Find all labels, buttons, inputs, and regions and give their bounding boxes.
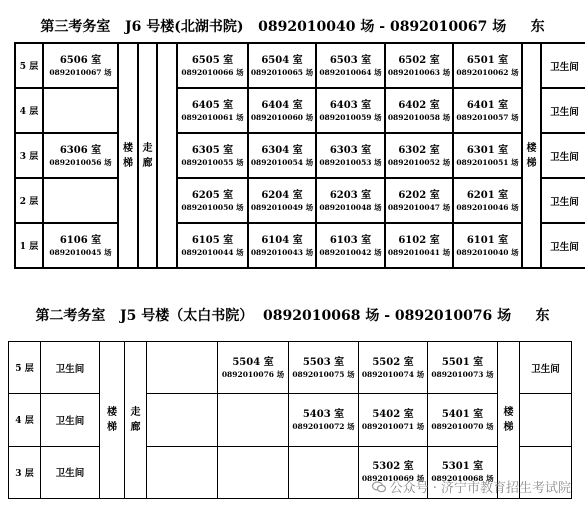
room-number: 6303 室 <box>329 144 372 156</box>
room-number: 5402 室 <box>372 408 414 420</box>
classroom <box>453 223 522 268</box>
floor-row <box>15 178 585 223</box>
classroom <box>453 178 522 223</box>
classroom <box>316 88 385 133</box>
classroom <box>385 178 453 223</box>
classroom <box>453 43 522 88</box>
classroom <box>218 394 289 446</box>
classroom <box>177 133 248 178</box>
exam-site-number: 0892010057 场 <box>456 112 519 122</box>
exam-site-number: 0892010076 场 <box>221 369 285 379</box>
exam-site-number: 0892010065 场 <box>250 67 314 77</box>
classroom <box>359 342 428 394</box>
classroom <box>177 178 248 223</box>
restroom-east: 卫生间 <box>520 342 572 394</box>
exam-site-number: 0892010050 场 <box>181 202 244 212</box>
floor-label: 2 层 <box>15 178 43 223</box>
exam-site-number: 0892010052 场 <box>387 157 451 167</box>
room-number: 6306 室 <box>59 144 102 156</box>
classroom <box>177 223 248 268</box>
classroom <box>289 446 359 498</box>
exam-site-number: 0892010040 场 <box>456 247 519 257</box>
exam-site-number: 0892010066 场 <box>181 67 244 77</box>
classroom <box>218 342 289 394</box>
corridor <box>138 43 157 268</box>
exam-site-number: 0892010045 场 <box>49 247 112 257</box>
room-number: 6504 室 <box>261 54 303 66</box>
floor-row <box>9 342 572 394</box>
building-j5-floor-plan <box>8 341 572 499</box>
classroom <box>218 446 289 498</box>
exam-site-number: 0892010063 场 <box>387 67 451 77</box>
stairs-west-char: 梯 <box>107 422 117 433</box>
exam-site-number: 0892010054 场 <box>250 157 314 167</box>
classroom <box>316 178 385 223</box>
exam-site-number: 0892010055 场 <box>181 157 244 167</box>
room-number: 6401 室 <box>466 99 509 111</box>
exam-site-number: 0892010074 场 <box>361 369 425 379</box>
room-number: 6505 室 <box>191 54 234 66</box>
classroom <box>359 394 428 446</box>
classroom <box>316 133 385 178</box>
classroom <box>248 88 316 133</box>
classroom-west <box>43 43 118 88</box>
exam-site-number: 0892010051 场 <box>456 157 519 167</box>
exam-site-number: 0892010071 场 <box>361 421 425 431</box>
floor-row <box>15 133 585 178</box>
restroom-west: 卫生间 <box>41 446 100 498</box>
room-number: 6106 室 <box>59 234 102 246</box>
building-j5-title: 第二考务室 J5 号楼（太白书院） 0892010068 场 - 0892010076 场 东 <box>35 308 550 324</box>
classroom <box>385 88 453 133</box>
classroom <box>177 43 248 88</box>
exam-site-number: 0892010062 场 <box>456 67 519 77</box>
corridor-char: 廊 <box>142 157 153 169</box>
classroom <box>385 223 453 268</box>
floor-label: 3 层 <box>15 133 43 178</box>
floor-row <box>15 43 585 88</box>
stairs-west <box>100 342 125 499</box>
watermark <box>372 477 571 496</box>
room-number: 6203 室 <box>329 189 372 201</box>
classroom-west <box>43 178 118 223</box>
stairs-west <box>118 43 138 268</box>
blank-column <box>157 43 177 268</box>
classroom <box>289 342 359 394</box>
restroom: 卫生间 <box>541 43 585 88</box>
stairs-west-char: 楼 <box>107 407 117 418</box>
building-j6-title: 第三考务室 J6 号楼(北湖书院) 0892010040 场 - 0892010067 场 东 <box>40 19 545 35</box>
room-number: 6205 室 <box>191 189 234 201</box>
floor-row <box>15 223 585 268</box>
room-number: 6103 室 <box>329 234 372 246</box>
room-number: 6202 室 <box>398 189 440 201</box>
exam-site-number: 0892010068 场 <box>431 474 494 484</box>
classroom <box>453 88 522 133</box>
room-number: 6502 室 <box>398 54 440 66</box>
classroom <box>428 394 498 446</box>
classroom <box>453 133 522 178</box>
classroom <box>316 43 385 88</box>
room-number: 6302 室 <box>398 144 440 156</box>
exam-site-number: 0892010053 场 <box>319 157 382 167</box>
floor-label: 4 层 <box>15 88 43 133</box>
exam-site-number: 0892010075 场 <box>292 369 355 379</box>
classroom <box>248 43 316 88</box>
exam-site-number: 0892010046 场 <box>456 202 519 212</box>
room-number: 5403 室 <box>302 408 345 420</box>
floor-row <box>9 394 572 446</box>
stairs-east-char: 楼 <box>526 142 537 154</box>
exam-site-number: 0892010073 场 <box>431 369 494 379</box>
building-j6-floor-plan <box>14 42 585 269</box>
room-number: 6403 室 <box>329 99 372 111</box>
corridor <box>125 342 147 499</box>
exam-site-number: 0892010064 场 <box>319 67 382 77</box>
exam-site-number: 0892010067 场 <box>49 67 112 77</box>
stairs-east-char: 梯 <box>526 157 537 169</box>
room-number: 6506 室 <box>59 54 102 66</box>
floor-label: 5 层 <box>15 43 43 88</box>
exam-site-number: 0892010072 场 <box>292 421 355 431</box>
room-number: 6501 室 <box>466 54 509 66</box>
room-number: 6503 室 <box>329 54 372 66</box>
classroom <box>316 223 385 268</box>
room-number: 6404 室 <box>261 99 303 111</box>
classroom <box>248 133 316 178</box>
exam-site-number: 0892010048 场 <box>319 202 382 212</box>
blank-room-east <box>520 394 572 446</box>
exam-site-number: 0892010060 场 <box>250 112 314 122</box>
classroom-west <box>43 223 118 268</box>
stairs-west-char: 楼 <box>123 142 133 154</box>
stairs-east <box>522 43 541 268</box>
floor-label: 1 层 <box>15 223 43 268</box>
room-number: 5401 室 <box>441 408 484 420</box>
room-number: 5301 室 <box>441 461 484 473</box>
room-number: 6104 室 <box>261 234 303 246</box>
room-number: 6301 室 <box>466 144 509 156</box>
classroom <box>248 223 316 268</box>
exam-site-number: 0892010059 场 <box>319 112 382 122</box>
classroom <box>177 88 248 133</box>
room-number: 6304 室 <box>261 144 303 156</box>
stairs-east-char: 梯 <box>503 422 514 433</box>
restroom: 卫生间 <box>541 133 585 178</box>
restroom-west: 卫生间 <box>41 394 100 446</box>
corridor-char: 走 <box>142 142 153 154</box>
restroom-west: 卫生间 <box>41 342 100 394</box>
floor-row <box>15 88 585 133</box>
restroom: 卫生间 <box>541 88 585 133</box>
stairs-east <box>498 342 520 499</box>
room-number: 6105 室 <box>191 234 234 246</box>
floor-label: 3 层 <box>9 446 41 498</box>
floor-label: 5 层 <box>9 342 41 394</box>
exam-site-number: 0892010043 场 <box>250 247 314 257</box>
classroom-west <box>43 88 118 133</box>
exam-site-number: 0892010041 场 <box>387 247 451 257</box>
room-number: 5503 室 <box>302 356 345 368</box>
corridor-char: 走 <box>130 407 141 418</box>
room-number: 6402 室 <box>398 99 440 111</box>
room-number: 6102 室 <box>398 234 440 246</box>
classroom <box>428 342 498 394</box>
stairs-west-char: 梯 <box>123 157 133 169</box>
blank-room <box>147 342 218 394</box>
exam-site-number: 0892010056 场 <box>49 157 112 167</box>
floor-label: 4 层 <box>9 394 41 446</box>
exam-site-number: 0892010047 场 <box>387 202 451 212</box>
watermark-text: 公众号 · 济宁市教育招生考试院 <box>389 481 571 496</box>
classroom <box>385 133 453 178</box>
blank-room <box>147 446 218 498</box>
room-number: 6305 室 <box>191 144 234 156</box>
corridor-char: 廊 <box>130 422 141 433</box>
wechat-icon <box>372 481 386 493</box>
room-number: 5504 室 <box>232 356 274 368</box>
classroom <box>385 43 453 88</box>
room-number: 6405 室 <box>191 99 234 111</box>
exam-site-number: 0892010058 场 <box>387 112 451 122</box>
exam-site-number: 0892010044 场 <box>181 247 244 257</box>
room-number: 5302 室 <box>372 461 414 473</box>
exam-site-number: 0892010042 场 <box>319 247 382 257</box>
room-number: 5502 室 <box>372 356 414 368</box>
blank-room <box>147 394 218 446</box>
room-number: 6201 室 <box>466 189 509 201</box>
restroom: 卫生间 <box>541 178 585 223</box>
room-number: 6101 室 <box>466 234 509 246</box>
exam-site-number: 0892010070 场 <box>431 421 494 431</box>
exam-site-number: 0892010049 场 <box>250 202 314 212</box>
classroom <box>248 178 316 223</box>
restroom: 卫生间 <box>541 223 585 268</box>
exam-site-number: 0892010061 场 <box>181 112 244 122</box>
room-number: 6204 室 <box>261 189 303 201</box>
stairs-east-char: 楼 <box>503 407 514 418</box>
classroom-west <box>43 133 118 178</box>
room-number: 5501 室 <box>441 356 484 368</box>
classroom <box>289 394 359 446</box>
exam-site-number: 0892010069 场 <box>361 474 425 484</box>
